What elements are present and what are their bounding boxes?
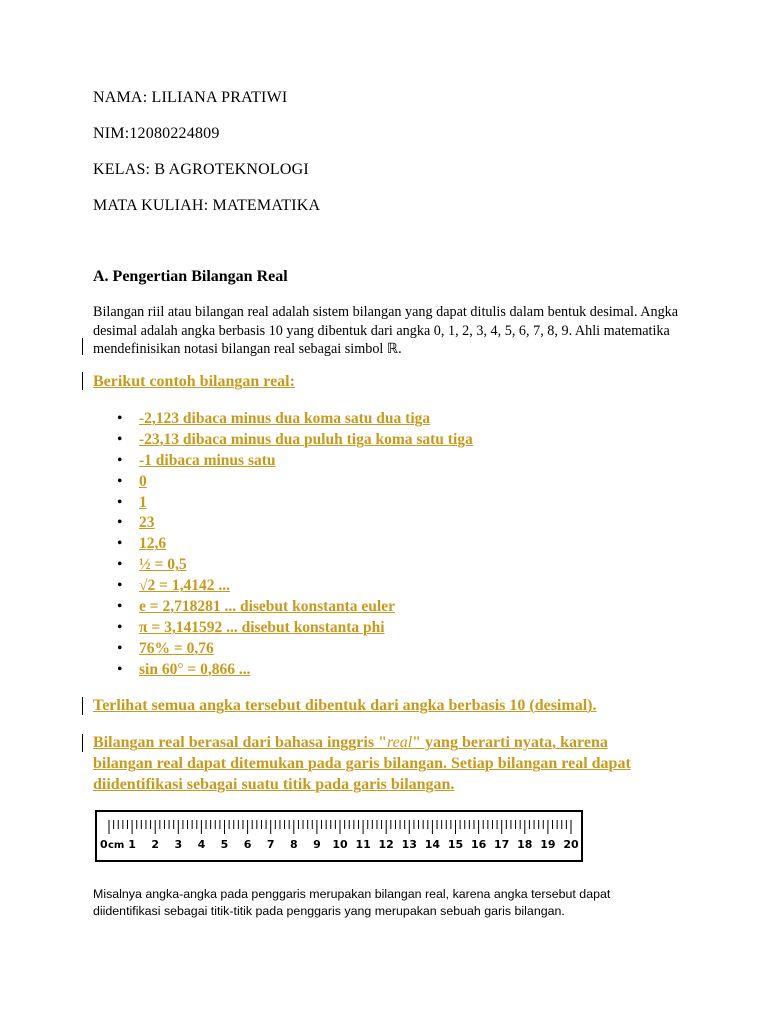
ruler-label: 15	[447, 838, 464, 851]
example-item	[93, 472, 653, 493]
student-class: KELAS: B AGROTEKNOLOGI	[93, 161, 309, 178]
example-text: -23,13 dibaca minus dua puluh tiga koma satu tiga	[139, 430, 473, 448]
real-origin-line-2: bilangan real dapat ditemukan pada garis bilangan. Setiap bilangan real dapat	[93, 755, 631, 772]
example-item	[93, 493, 653, 514]
text-cursor	[82, 338, 83, 355]
ruler-label: 17	[494, 838, 510, 851]
example-item	[93, 660, 653, 681]
example-text: 76% = 0,76	[139, 639, 214, 657]
ruler-label: 8	[289, 838, 298, 851]
ruler-label: 5	[220, 838, 229, 851]
ruler-label: 14	[424, 838, 441, 851]
ruler-label: 20	[563, 838, 579, 851]
ruler-label: 9	[313, 838, 321, 851]
section-title: A. Pengertian Bilangan Real	[93, 268, 288, 285]
ruler-label: 6	[243, 838, 252, 851]
example-text: 0	[139, 472, 147, 490]
bullet-icon: •	[117, 598, 123, 616]
example-item	[93, 451, 653, 472]
example-item	[93, 597, 653, 618]
examples-list	[93, 409, 653, 681]
student-nim: NIM:12080224809	[93, 125, 220, 142]
bullet-icon: •	[117, 451, 123, 469]
bullet-icon: •	[117, 472, 123, 490]
example-item	[93, 430, 653, 451]
ruler-label: 11	[355, 838, 371, 851]
ruler-label: 0	[100, 838, 108, 851]
example-text: sin 60° = 0,866 ...	[139, 660, 251, 678]
bullet-icon: •	[117, 639, 123, 657]
ruler-label: 16	[470, 838, 487, 851]
ruler-label: 7	[266, 838, 275, 851]
bullet-icon: •	[117, 618, 123, 636]
text-cursor	[82, 734, 83, 752]
student-name: NAMA: LILIANA PRATIWI	[93, 89, 288, 106]
ruler-label: 3	[174, 838, 183, 851]
example-text: -2,123 dibaca minus dua koma satu dua tiga	[139, 410, 431, 427]
example-text: 1	[139, 493, 147, 511]
ruler-label: 19	[540, 838, 556, 851]
ruler-caption: Misalnya angka-angka pada penggaris merupakan bilangan real, karena angka tersebut dapat diidentifikasi sebagai titik-titik pada penggaris yang merupakan sebuah garis bilangan.	[93, 887, 611, 918]
bullet-icon: •	[117, 514, 123, 532]
ruler-image	[95, 810, 583, 862]
text-cursor	[82, 372, 83, 390]
example-text: √2 = 1,4142 ...	[139, 577, 230, 595]
ruler-unit-label: cm	[108, 840, 125, 851]
text-cursor	[82, 697, 83, 715]
bullet-icon: •	[117, 535, 123, 553]
course-name: MATA KULIAH: MATEMATIKA	[93, 197, 321, 214]
bullet-icon: •	[117, 660, 123, 678]
example-item	[93, 555, 653, 576]
ruler-label: 10	[332, 838, 348, 851]
real-origin-line-1: Bilangan real berasal dari bahasa inggris "real" yang berarti nyata, karena	[93, 734, 608, 751]
bullet-icon: •	[117, 577, 123, 595]
bullet-icon: •	[117, 430, 123, 448]
example-text: ½ = 0,5	[139, 556, 187, 574]
example-item	[93, 513, 653, 534]
bullet-icon: •	[117, 556, 123, 574]
example-text: 12,6	[139, 535, 167, 553]
example-item	[93, 534, 653, 555]
example-item	[93, 639, 653, 660]
ruler-label: 13	[401, 838, 417, 851]
ruler-label: 18	[517, 838, 533, 851]
example-item	[93, 576, 653, 597]
bullet-icon: •	[117, 493, 123, 511]
example-text: π = 3,141592 ... disebut konstanta phi	[139, 618, 385, 636]
ruler-label: 1	[128, 838, 136, 851]
ruler-label: 12	[378, 838, 394, 851]
example-text: 23	[139, 514, 155, 532]
example-text: e = 2,718281 ... disebut konstanta euler	[139, 598, 395, 616]
ruler-svg	[97, 812, 581, 860]
ruler-label: 4	[197, 838, 206, 851]
definition-paragraph: Bilangan riil atau bilangan real adalah sistem bilangan yang dapat ditulis dalam bentuk desimal. Angka desimal adalah angka berbasis 10 yang dibentuk dari angka 0, 1, 2, 3, 4, 5, 6, 7, 8, 9. Ahli matematika mendefinisikan notasi bilangan real sebagai simbol ℝ.	[93, 304, 679, 357]
bullet-icon: •	[117, 410, 123, 427]
example-item	[93, 409, 653, 430]
decimal-note: Terlihat semua angka tersebut dibentuk dari angka berbasis 10 (desimal).	[93, 697, 597, 714]
example-text: -1 dibaca minus satu	[139, 451, 276, 469]
ruler-label: 2	[151, 838, 160, 851]
examples-heading: Berikut contoh bilangan real:	[93, 373, 295, 390]
real-origin-line-3: diidentifikasi sebagai suatu titik pada garis bilangan.	[93, 776, 455, 793]
example-item	[93, 618, 653, 639]
